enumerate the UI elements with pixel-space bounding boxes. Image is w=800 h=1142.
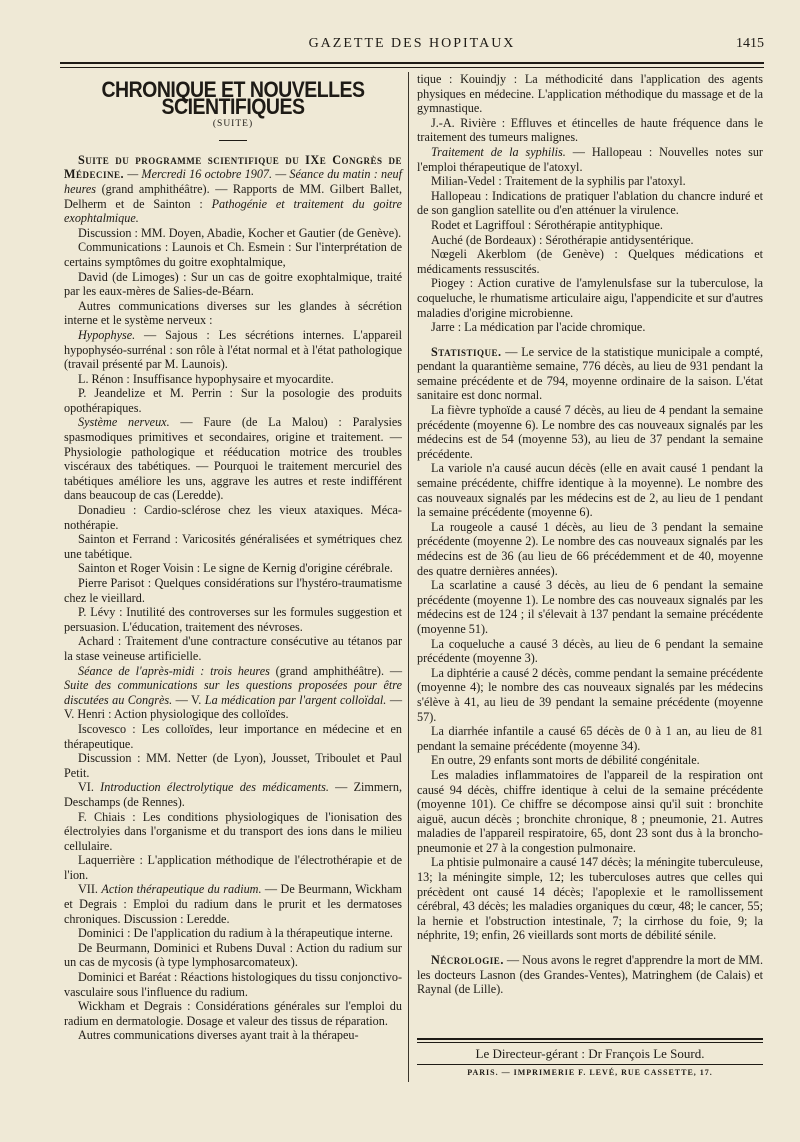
paragraph: La diphtérie a causé 2 décès, comme pendant la semaine précédente (moyenne 4); le nombre des cas nouveaux signalés par les médecins s'élève à 41, au lieu de 39 pendant la semaine précédente (moyenne 57). — [417, 665, 763, 724]
right-column — [417, 72, 763, 997]
paragraph: Hallopeau : Indications de pratiquer l'ablation du chancre induré et de son ganglion satellite ou d'en atténuer la virulence. — [417, 188, 763, 218]
paragraph: P. Lévy : Inutilité des controverses sur les formules suggestion et persuasion. L'éducation, traitement des névroses. — [64, 605, 402, 634]
paragraph: Hypophyse. — Sajous : Les sécrétions internes. L'appareil hypophyséo-surrénal : son rôle à l'état normal et à l'état pathologique (travail présenté par M. Launois). — [64, 327, 402, 372]
paragraph: Autres communications diverses ayant trait à la thérapeu- — [78, 1028, 359, 1043]
paragraph: En outre, 29 enfants sont morts de débilité congénitale. — [431, 753, 700, 768]
paragraph: P. Jeandelize et M. Perrin : Sur la posologie des produits opothérapiques. — [64, 386, 402, 415]
paragraph: tique : Kouindjy : La méthodicité dans l'application des agents physiques en médecine. L'application méthodique du massage et de la gymnastique. — [417, 72, 763, 116]
paragraph: La diarrhée infantile a causé 65 décès de 0 à 1 an, au lieu de 81 pendant la semaine précédente (moyenne 34). — [417, 724, 763, 753]
paragraph: La fièvre typhoïde a causé 7 décès, au lieu de 4 pendant la semaine précédente (moyenne 6). Le nombre des cas nouveaux signalés par les médecins est de 54 (moyenne 53), au lieu de 37 pendant la semaine précédente. — [417, 403, 763, 461]
paragraph: La phtisie pulmonaire a causé 147 décès; la méningite tuberculeuse, 13; la méningite simple, 12; les tuberculoses autres que celles qui précèdent ont causé 14 décès; l'apoplexie et le ramollissement cérébral, 43 décès; les maladies organiques du cœur, 48; le cancer, 55; la hernie et l'obstruction intestinale, 7; la cirrhose du foie, 9; la néphrite, 19; enfin, 26 vieillards sont morts de débilité sénile. — [417, 855, 763, 943]
journal-title: GAZETTE DES HOPITAUX — [308, 36, 516, 51]
paragraph: La coqueluche a causé 3 décès, au lieu de 6 pendant la semaine précédente (moyenne 3). — [417, 636, 763, 666]
paragraph: Séance de l'après-midi : trois heures (grand amphithéâtre). — Suite des communications sur les questions proposées pour être discutées au Congrès. — V. La médication par l'argent colloïdal. — V. Henri : Action physiologique des colloïdes. — [64, 663, 403, 722]
paragraph: Suite du programme scientifique du IXe Congrès de Médecine. — Mercredi 16 octobre 1907. — Séance du matin : neuf heures (grand amphithéâtre). — Rapports de MM. Gilbert Ballet, Delherm et de Sainton : Pathogénie et traitement du goitre exophtalmique. — [64, 152, 402, 226]
paragraph: Système nerveux. — Faure (de La Malou) : Paralysies spasmodiques primitives et secondaires, origine et traitement. — Physiologie pathologique et rééducation motrice des troubles viscéraux des tabétiques. — Pourquoi le traitement mercuriel des tabétiques améliore les uns, aggrave les autres et reste indifférent dans beaucoup de cas (Leredde). — [64, 415, 402, 503]
short-rule — [219, 140, 247, 141]
paragraph: F. Chiais : Les conditions physiologiques de l'ionisation des électrolyies dans l'organisme et du transport des ions dans le milieu cellulaire. — [64, 809, 402, 853]
necrology-paragraph: Nécrologie. — Nous avons le regret d'apprendre la mort de MM. les docteurs Lasnon (des Grandes-Ventes), Matringhem (de Calais) et Raynal (de Lille). — [417, 953, 763, 997]
paragraph: L. Rénon : Insuffisance hypophysaire et myocardite. — [78, 371, 334, 386]
paragraph: Laquerrière : L'application méthodique de l'électrothérapie et de l'ion. — [64, 853, 402, 882]
paragraph: Piogey : Action curative de l'amylenulsfase sur la tuberculose, la coqueluche, le rhumatisme articulaire aigu, l'appendicite et sur d'autres maladies d'origine microbienne. — [417, 276, 763, 320]
footer-rule-thin — [417, 1064, 763, 1065]
paragraph: La scarlatine a causé 3 décès, au lieu de 6 pendant la semaine précédente (moyenne 1). Le nombre des cas nouveaux signalés par les médecins est de 124 ; il s'élevait à 137 pendant la semaine précédente (moyenne 51). — [417, 578, 763, 636]
paragraph: Dominici : De l'application du radium à la thérapeutique interne. — [78, 926, 393, 941]
paragraph: Sainton et Roger Voisin : Le signe de Kernig d'origine cérébrale. — [78, 561, 393, 576]
statistics-paragraph: Statistique. — Le service de la statistique municipale a compté, pendant la quarantième semaine, 776 décès, au lieu de 931 pendant la semaine précédente et de 794, moyenne ordinaire de la saison. L'état sanitaire est donc normal. — [417, 344, 763, 403]
paragraph: VI. Introduction électrolytique des médicaments. — Zimmern, Deschamps (de Rennes). — [64, 780, 402, 809]
paragraph: De Beurmann, Dominici et Rubens Duval : Action du radium sur un cas de mycosis (à type lymphosarcomateux). — [64, 940, 402, 970]
footer-rule — [417, 1038, 763, 1043]
paragraph: Sainton et Ferrand : Varicosités généralisées et symétriques chez une tabétique. — [64, 532, 402, 561]
paragraph: Wickham et Degrais : Considérations générales sur l'emploi du radium en dermatologie. Dosage et valeur des tissus de réparation. — [64, 999, 402, 1028]
paragraph: Traitement de la syphilis. — Hallopeau : Nouvelles notes sur l'emploi thérapeutique de l'atoxyl. — [417, 144, 763, 174]
paragraph: La variole n'a causé aucun décès (elle en avait causé 1 pendant la semaine précédente, chiffre identique à la moyenne). Le nombre des cas nouveaux signalés par les médecins est de 2, au lieu de 1 pendant la semaine précédente (moyenne 6). — [417, 461, 763, 520]
paragraph: Discussion : MM. Netter (de Lyon), Jousset, Triboulet et Paul Petit. — [64, 751, 402, 780]
paragraph: Milian-Vedel : Traitement de la syphilis par l'atoxyl. — [431, 174, 686, 189]
paragraph: Les maladies inflammatoires de l'appareil de la respiration ont causé 94 décès, chiffre identique à celui de la semaine précédente (moyenne 101). Ce chiffre se décompose ainsi qu'il suit : bronchite aiguë, aucun décès ; bronchite chronique, 8 ; pneumonie, 21. Autres maladies de l'appareil respiratoire, 65, dont 23 sont dus à la broncho-pneumonie et 27 à la congestion pulmonaire. — [417, 767, 763, 855]
column-divider — [408, 72, 409, 1082]
paragraph: Achard : Traitement d'une contracture consécutive au tétanos par la stase veineuse artificielle. — [64, 634, 402, 663]
editor-signature: Le Directeur-gérant : Dr François Le Sourd. — [475, 1046, 705, 1061]
left-column — [64, 72, 402, 1043]
paragraph: La rougeole a causé 1 décès, au lieu de 3 pendant la semaine précédente (moyenne 2). Le nombre des cas nouveaux signalés par les médecins est de 36 (au lieu de 66 précédemment et de 40, moyenne des quatre dernières années). — [417, 519, 763, 578]
paragraph: Auché (de Bordeaux) : Sérothérapie antidysentérique. — [431, 232, 694, 247]
printer-imprint: PARIS. — IMPRIMERIE F. LEVÉ, RUE CASSETTE, 17. — [467, 1068, 713, 1077]
paragraph: Communications : Launois et Ch. Esmein : Sur l'interprétation de certains symptômes du goitre exophtalmique, — [64, 240, 402, 269]
paragraph: Discussion : MM. Doyen, Abadie, Kocher et Gautier (de Genève). — [78, 225, 402, 240]
paragraph: Pierre Parisot : Quelques considérations sur l'hystéro-traumatisme chez le vieillard. — [64, 576, 402, 605]
paragraph: Dominici et Baréat : Réactions histologiques du tissu conjonctivo-vasculaire sous l'influence du radium. — [64, 970, 402, 999]
page-number: 1415 — [736, 36, 764, 51]
paragraph: Jarre : La médication par l'acide chromique. — [431, 320, 646, 335]
paragraph: Iscovesco : Les colloïdes, leur importance en médecine et en thérapeutique. — [64, 721, 402, 751]
section-title: CHRONIQUE ET NOUVELLES SCIENTIFIQUES — [101, 77, 365, 120]
header-rule — [60, 62, 764, 68]
paragraph: VII. Action thérapeutique du radium. — De Beurmann, Wickham et Degrais : Emploi du radium dans le prurit et les dermatoses chroniques. Discussion : Leredde. — [64, 882, 403, 926]
page-header — [60, 36, 764, 58]
suite-label: (SUITE) — [212, 119, 254, 130]
paragraph: Donadieu : Cardio-sclérose chez les vieux ataxiques. Méca-nothérapie. — [64, 503, 402, 532]
paragraph: Rodet et Lagriffoul : Sérothérapie antityphique. — [431, 217, 663, 232]
paragraph: Autres communications diverses sur les glandes à sécrétion interne et le système nerveux : — [64, 298, 402, 328]
paragraph: J.-A. Rivière : Effluves et étincelles de haute fréquence dans le traitement des tumeurs malignes. — [417, 115, 763, 145]
paragraph: Nœgeli Akerblom (de Genève) : Quelques médications et médicaments ressuscités. — [417, 247, 763, 276]
paragraph: David (de Limoges) : Sur un cas de goitre exophtalmique, traité par les eaux-mères de Salies-de-Béarn. — [64, 269, 402, 299]
